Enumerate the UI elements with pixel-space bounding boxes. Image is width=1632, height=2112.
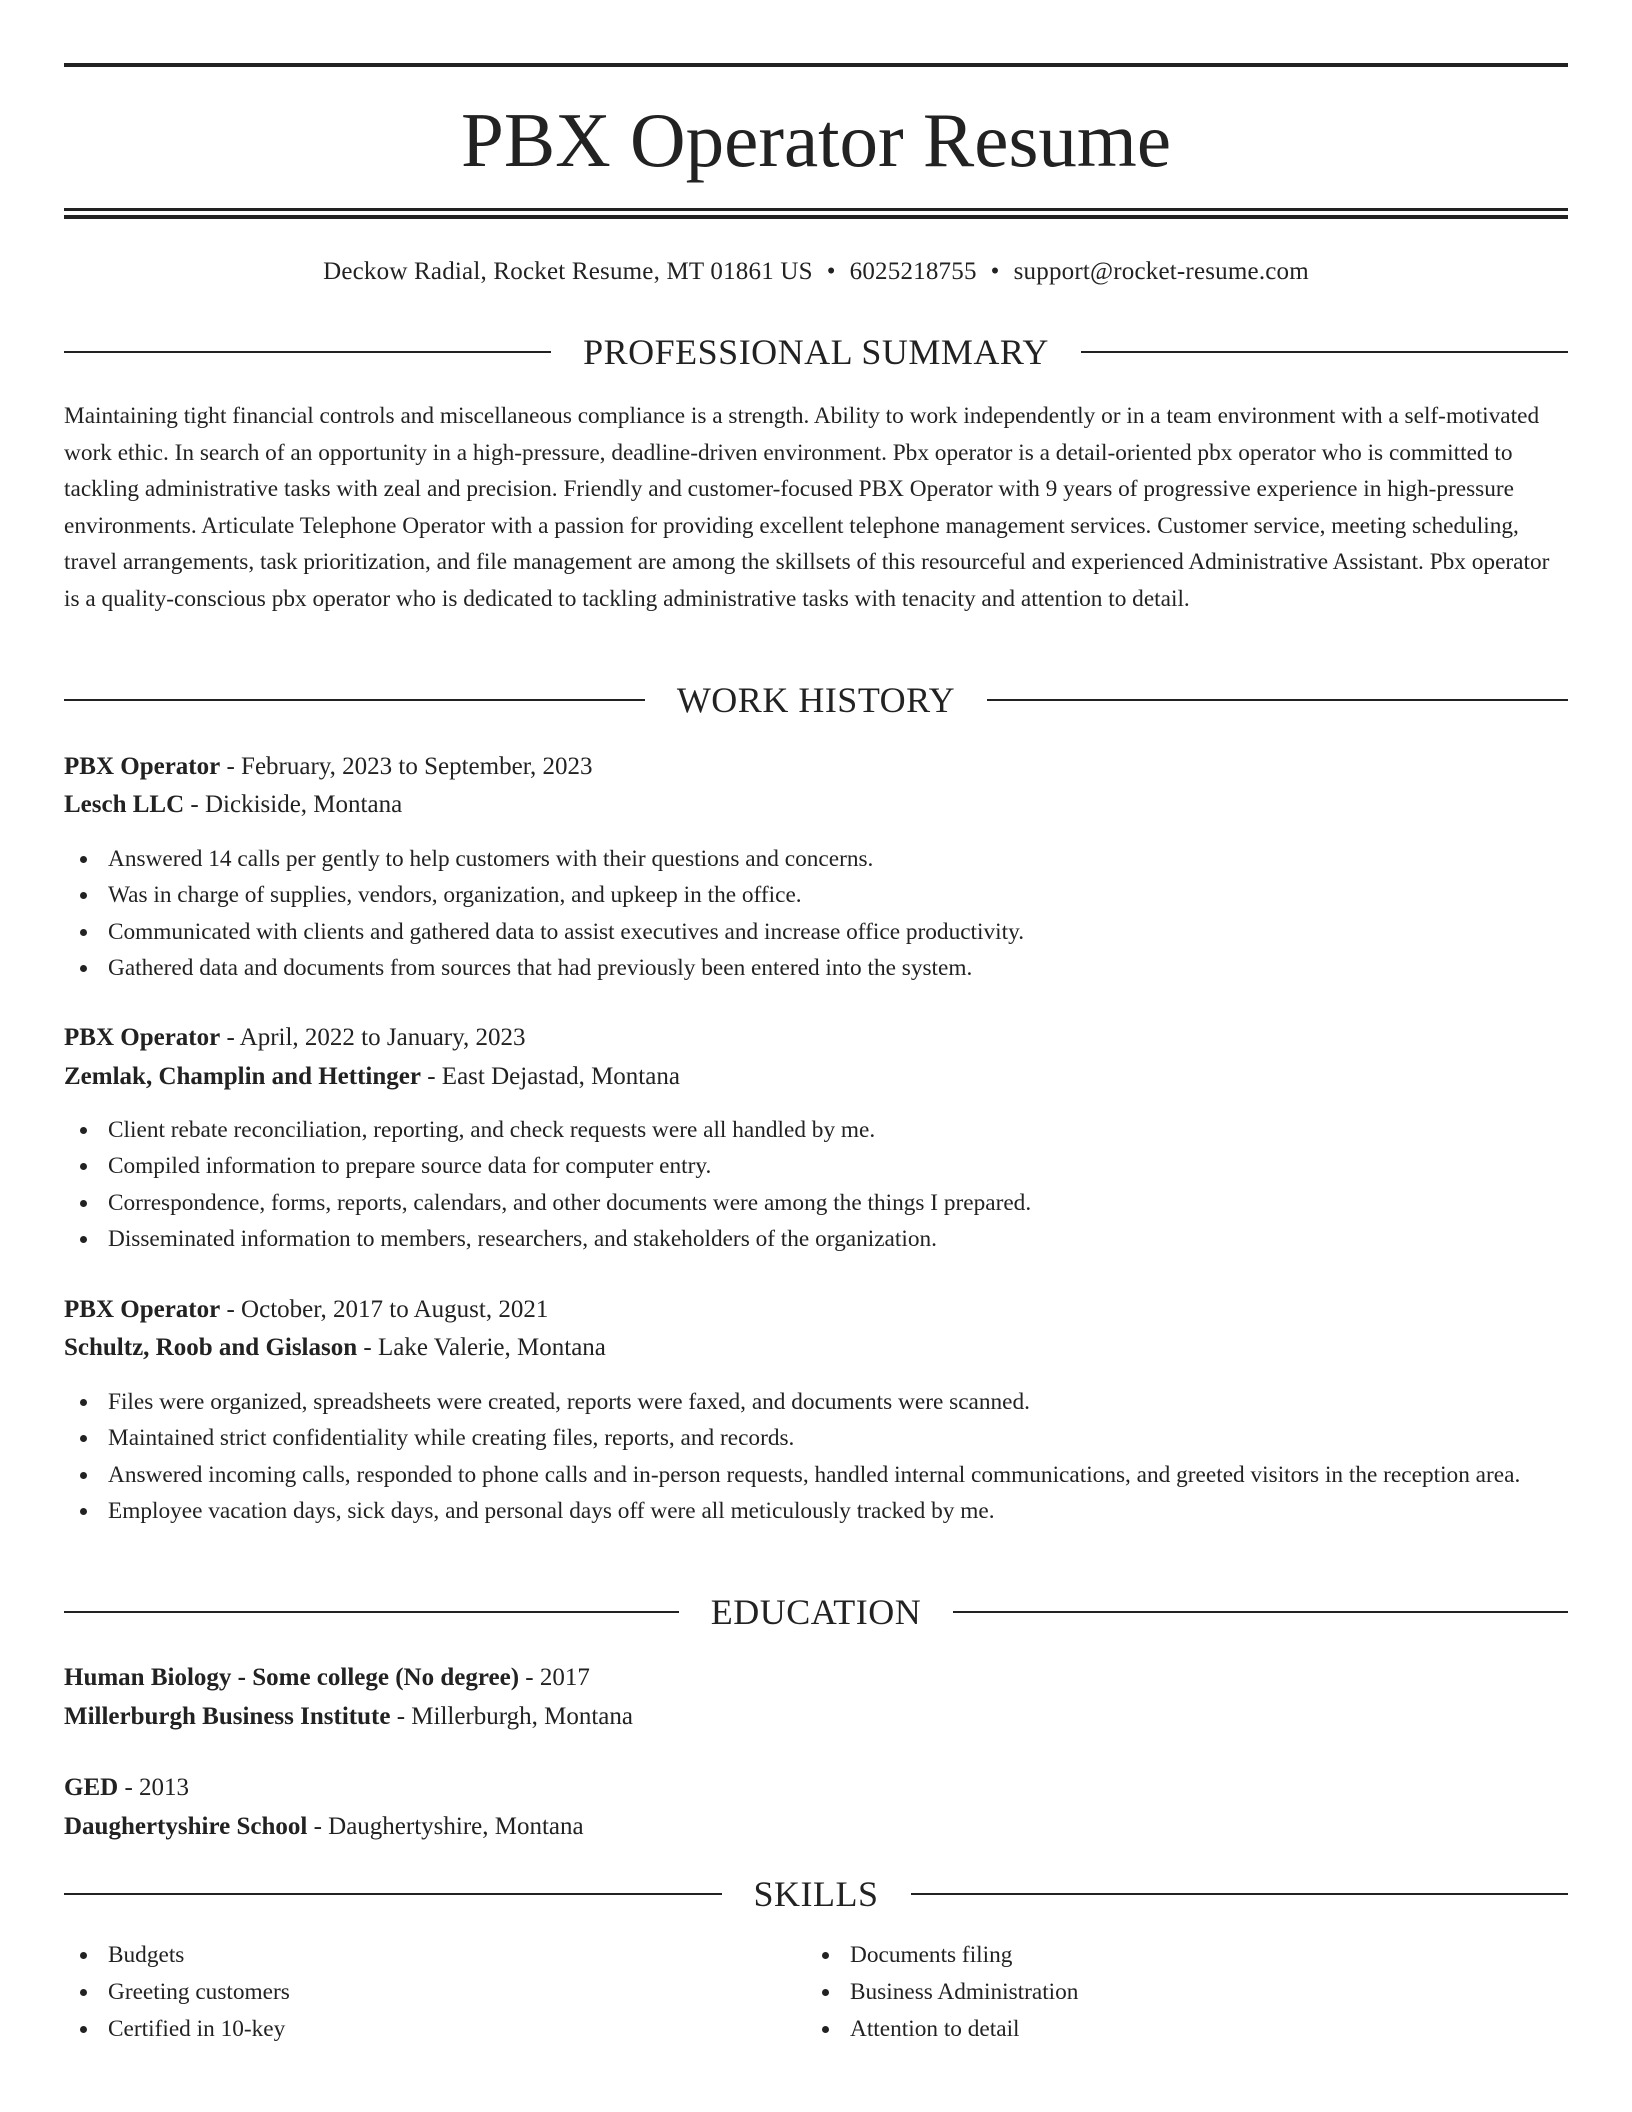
section-heading-label: WORK HISTORY: [676, 680, 956, 720]
list-item: Certified in 10-key: [64, 2011, 804, 2048]
job-company: Schultz, Roob and Gislason: [64, 1334, 358, 1361]
list-item: Client rebate reconciliation, reporting, and check requests were all handled by me.: [64, 1112, 1568, 1148]
bullet-icon: [80, 929, 87, 936]
bullet-icon: [80, 1952, 87, 1959]
job-duties-list: [64, 1112, 1568, 1258]
bullet-icon: [80, 1236, 87, 1243]
skills-list-right: [806, 1937, 1546, 2048]
bullet-icon: [80, 1472, 87, 1479]
bullet-icon: [80, 1127, 87, 1134]
contact-line: [64, 254, 1568, 290]
contact-address: Deckow Radial, Rocket Resume, MT 01861 US: [323, 258, 813, 285]
job-title-line: [64, 749, 1568, 785]
job-dates: - October, 2017 to August, 2021: [220, 1296, 549, 1323]
job-location: - East Dejastad, Montana: [420, 1063, 680, 1090]
list-item: Answered 14 calls per gently to help customers with their questions and concerns.: [64, 841, 1568, 877]
education-year: - 2013: [118, 1774, 190, 1801]
heading-rule-left: [64, 1611, 679, 1613]
list-item: Compiled information to prepare source data for computer entry.: [64, 1148, 1568, 1184]
job-company-line: [64, 1330, 1568, 1366]
list-item: Files were organized, spreadsheets were created, reports were faxed, and documents were scanned.: [64, 1384, 1568, 1420]
job-title-line: [64, 1020, 1568, 1056]
job-title: PBX Operator: [64, 1296, 221, 1323]
job-title: PBX Operator: [64, 753, 221, 780]
list-item: Greeting customers: [64, 1974, 804, 2011]
page-title: PBX Operator Resume: [461, 97, 1171, 183]
section-heading-education: [64, 1590, 1568, 1634]
heading-rule-left: [64, 1893, 722, 1895]
contact-phone: 6025218755: [849, 258, 977, 285]
section-heading-work-history: [64, 678, 1568, 722]
title-rule-lower: [64, 215, 1568, 219]
education-degree-line: [64, 1770, 1568, 1806]
section-heading-label: EDUCATION: [710, 1592, 922, 1632]
section-heading-skills: [64, 1872, 1568, 1916]
list-item: Attention to detail: [806, 2011, 1546, 2048]
heading-rule-right: [1081, 351, 1568, 353]
education-school-line: [64, 1699, 1568, 1735]
education-location: - Millerburgh, Montana: [390, 1703, 633, 1730]
bullet-icon: [80, 1989, 87, 1996]
list-item: Was in charge of supplies, vendors, organization, and upkeep in the office.: [64, 877, 1568, 913]
job-title: PBX Operator: [64, 1024, 221, 1051]
list-item: Disseminated information to members, researchers, and stakeholders of the organization.: [64, 1221, 1568, 1257]
section-heading-summary: [64, 330, 1568, 374]
bullet-icon: [80, 2026, 87, 2033]
education-school: Daughertyshire School: [64, 1813, 308, 1840]
job-company-line: [64, 1059, 1568, 1095]
section-heading-label: SKILLS: [753, 1874, 879, 1914]
job-title-line: [64, 1292, 1568, 1328]
heading-rule-left: [64, 351, 551, 353]
list-item: Budgets: [64, 1937, 804, 1974]
bullet-icon: [822, 1989, 829, 1996]
job-location: - Dickiside, Montana: [184, 791, 403, 818]
section-heading-label: PROFESSIONAL SUMMARY: [583, 332, 1049, 372]
education-school: Millerburgh Business Institute: [64, 1703, 391, 1730]
education-year: - 2017: [519, 1664, 590, 1691]
bullet-icon: [80, 856, 87, 863]
education-degree: GED: [64, 1774, 119, 1801]
list-item: Maintained strict confidentiality while creating files, reports, and records.: [64, 1420, 1568, 1456]
education-degree-line: [64, 1660, 1568, 1696]
bullet-icon: [822, 1952, 829, 1959]
top-rule: [64, 63, 1568, 67]
job-company: Lesch LLC: [64, 791, 185, 818]
bullet-icon: [80, 1508, 87, 1515]
skills-list-left: [64, 1937, 804, 2048]
job-duties-list: [64, 1384, 1568, 1530]
job-dates: - April, 2022 to January, 2023: [220, 1024, 526, 1051]
title-rule-upper: [64, 208, 1568, 211]
bullet-icon: [80, 1200, 87, 1207]
list-item: Gathered data and documents from sources that had previously been entered into the system.: [64, 950, 1568, 986]
list-item: Answered incoming calls, responded to phone calls and in-person requests, handled internal communications, and greeted visitors in the reception area.: [64, 1457, 1568, 1493]
contact-separator: •: [826, 258, 836, 285]
heading-rule-right: [987, 699, 1568, 701]
contact-email: support@rocket-resume.com: [1013, 258, 1309, 285]
bullet-icon: [822, 2026, 829, 2033]
heading-rule-right: [953, 1611, 1568, 1613]
bullet-icon: [80, 1399, 87, 1406]
job-location: - Lake Valerie, Montana: [357, 1334, 606, 1361]
education-degree: Human Biology - Some college (No degree): [64, 1664, 520, 1691]
education-location: - Daughertyshire, Montana: [307, 1813, 584, 1840]
job-duties-list: [64, 841, 1568, 987]
list-item: Documents filing: [806, 1937, 1546, 1974]
heading-rule-left: [64, 699, 645, 701]
contact-separator: •: [990, 258, 1000, 285]
bullet-icon: [80, 965, 87, 972]
bullet-icon: [80, 892, 87, 899]
list-item: Communicated with clients and gathered data to assist executives and increase office productivity.: [64, 914, 1568, 950]
job-company-line: [64, 787, 1568, 823]
education-school-line: [64, 1809, 1568, 1845]
bullet-icon: [80, 1435, 87, 1442]
job-dates: - February, 2023 to September, 2023: [220, 753, 593, 780]
job-company: Zemlak, Champlin and Hettinger: [64, 1063, 421, 1090]
summary-text: Maintaining tight financial controls and miscellaneous compliance is a strength. Ability to work independently or in a team environment with a self-motivated work ethic. In search of an opportunity in a high-pressure, deadline-driven environment. Pbx operator is a detail-oriented pbx operator who is committed to tackling administrative tasks with zeal and precision. Friendly and customer-focused PBX Operator with 9 years of progressive experience in high-pressure environments. Articulate Telephone Operator with a passion for providing excellent telephone management services. Customer service, meeting scheduling, travel arrangements, task prioritization, and file management are among the skillsets of this resourceful and experienced Administrative Assistant. Pbx operator is a quality-conscious pbx operator who is dedicated to tackling administrative tasks with tenacity and attention to detail.: [64, 403, 1550, 612]
list-item: Business Administration: [806, 1974, 1546, 2011]
bullet-icon: [80, 1163, 87, 1170]
list-item: Employee vacation days, sick days, and personal days off were all meticulously tracked by me.: [64, 1493, 1568, 1529]
list-item: Correspondence, forms, reports, calendars, and other documents were among the things I prepared.: [64, 1185, 1568, 1221]
heading-rule-right: [911, 1893, 1569, 1895]
